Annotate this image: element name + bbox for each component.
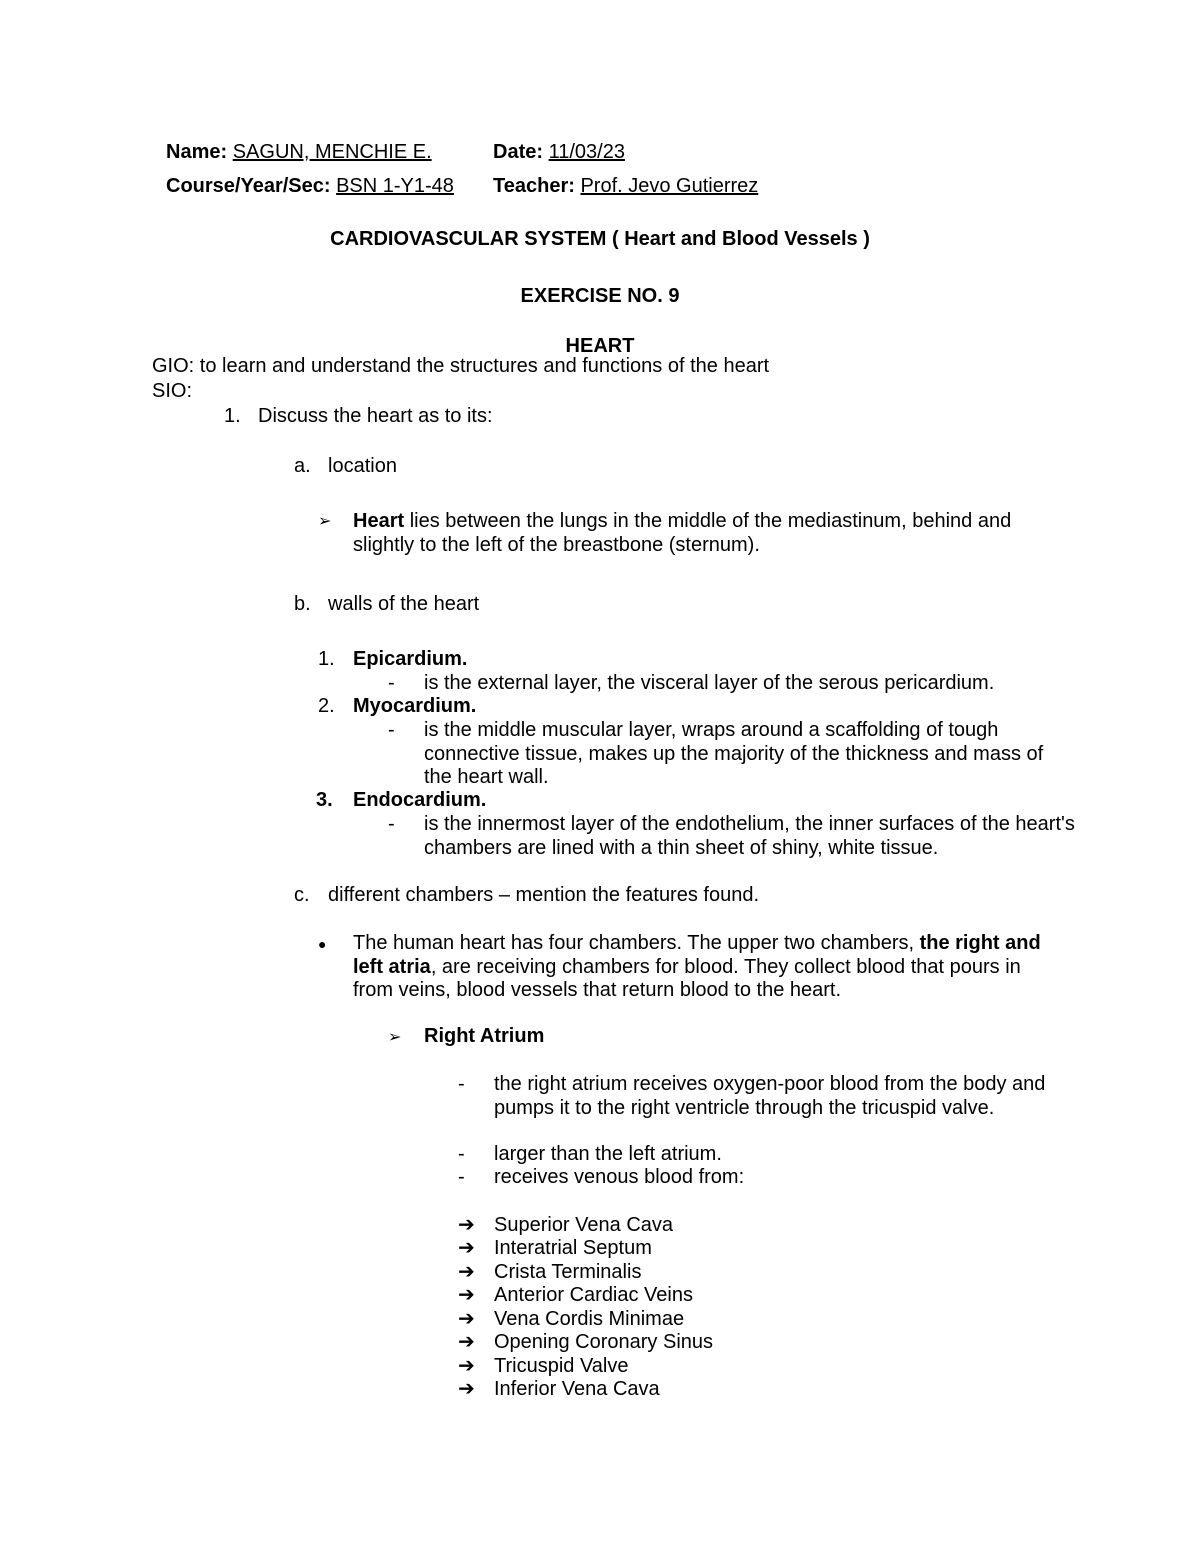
feature-item: Opening Coronary Sinus <box>494 1331 714 1353</box>
feature-item: Tricuspid Valve <box>494 1355 629 1377</box>
layer-3-desc: is the innermost layer of the endothelium, the inner surfaces of the heart's chambers are lined with a thin sheet of shiny, white tissue. <box>424 813 1075 859</box>
course-value: BSN 1-Y1-48 <box>336 175 454 197</box>
item-c-letter: c. <box>294 884 310 906</box>
name-label: Name: <box>166 141 228 163</box>
layer-2-name: Myocardium. <box>353 695 477 717</box>
name-field <box>166 141 432 165</box>
right-atrium-point-1: the right atrium receives oxygen-poor blood from the body and pumps it to the right ventricle through the tricuspid valve. <box>494 1073 1046 1119</box>
date-field <box>493 141 625 165</box>
item-a-label: location <box>328 455 397 477</box>
document-title: CARDIOVASCULAR SYSTEM ( Heart and Blood Vessels ) <box>330 228 870 250</box>
dash-marker: - <box>458 1166 465 1188</box>
section-heading: HEART <box>565 335 635 357</box>
course-label: Course/Year/Sec: <box>166 175 331 197</box>
feature-item: Inferior Vena Cava <box>494 1378 660 1400</box>
dash-marker: - <box>458 1143 465 1165</box>
dash-marker: - <box>458 1073 465 1095</box>
course-field <box>166 175 454 199</box>
atria-term: the right and left atria <box>353 932 1041 978</box>
name-value: SAGUN, MENCHIE E. <box>232 141 432 163</box>
heart-location-desc: lies between the lungs in the middle of the mediastinum, behind and slightly to the left of the breastbone (sternum). <box>353 510 1012 556</box>
layer-1-desc: is the external layer, the visceral layer of the serous pericardium. <box>424 672 995 694</box>
arrowhead-bullet-icon: ➢ <box>318 513 332 530</box>
feature-item: Anterior Cardiac Veins <box>494 1284 693 1306</box>
sio-label: SIO: <box>152 380 193 402</box>
dash-marker: - <box>388 719 395 741</box>
teacher-field <box>493 175 758 199</box>
dash-marker: - <box>388 813 395 835</box>
item-b-label: walls of the heart <box>328 593 480 615</box>
feature-item: Crista Terminalis <box>494 1261 642 1283</box>
item-1-text: Discuss the heart as to its: <box>258 405 493 427</box>
arrow-icon: ➔ <box>458 1378 475 1400</box>
feature-item: Interatrial Septum <box>494 1237 652 1259</box>
date-label: Date: <box>493 141 544 163</box>
chambers-text-end: , are receiving chambers for blood. They collect blood that pours in from veins, blood vessels that return blood to the heart. <box>353 955 1021 1001</box>
exercise-number: EXERCISE NO. 9 <box>520 285 680 307</box>
gio-text: GIO: to learn and understand the structures and functions of the heart <box>152 355 770 377</box>
heart-location-text <box>353 510 1053 557</box>
bullet-dot-icon: ● <box>318 936 327 952</box>
feature-item: Superior Vena Cava <box>494 1214 674 1236</box>
feature-item: Vena Cordis Minimae <box>494 1308 685 1330</box>
item-c-label: different chambers – mention the features found. <box>328 884 760 906</box>
chambers-paragraph <box>353 932 1063 1003</box>
item-a-letter: a. <box>294 455 311 477</box>
dash-marker: - <box>388 672 395 694</box>
arrow-icon: ➔ <box>458 1331 475 1353</box>
right-atrium-title: Right Atrium <box>424 1025 545 1047</box>
arrow-icon: ➔ <box>458 1284 475 1306</box>
layer-2-desc: is the middle muscular layer, wraps around a scaffolding of tough connective tissue, makes up the majority of the thickness and mass of the heart wall. <box>424 719 1044 788</box>
arrow-icon: ➔ <box>458 1214 475 1236</box>
right-atrium-point-2: larger than the left atrium. <box>494 1143 722 1165</box>
item-1-number: 1. <box>224 405 241 427</box>
right-atrium-point-3: receives venous blood from: <box>494 1166 745 1188</box>
item-b-letter: b. <box>294 593 311 615</box>
date-value: 11/03/23 <box>548 141 625 163</box>
teacher-label: Teacher: <box>493 175 575 197</box>
arrow-icon: ➔ <box>458 1308 475 1330</box>
layer-2-number: 2. <box>318 695 335 717</box>
arrow-icon: ➔ <box>458 1355 475 1377</box>
arrowhead-bullet-icon: ➢ <box>388 1029 402 1046</box>
arrow-icon: ➔ <box>458 1237 475 1259</box>
layer-3-name: Endocardium. <box>353 789 487 811</box>
layer-3-number: 3. <box>316 789 333 811</box>
teacher-value: Prof. Jevo Gutierrez <box>580 175 759 197</box>
heart-term: Heart <box>353 510 405 532</box>
layer-1-name: Epicardium. <box>353 648 468 670</box>
layer-1-number: 1. <box>318 648 335 670</box>
chambers-text-start: The human heart has four chambers. The upper two chambers, <box>353 932 920 954</box>
arrow-icon: ➔ <box>458 1261 475 1283</box>
